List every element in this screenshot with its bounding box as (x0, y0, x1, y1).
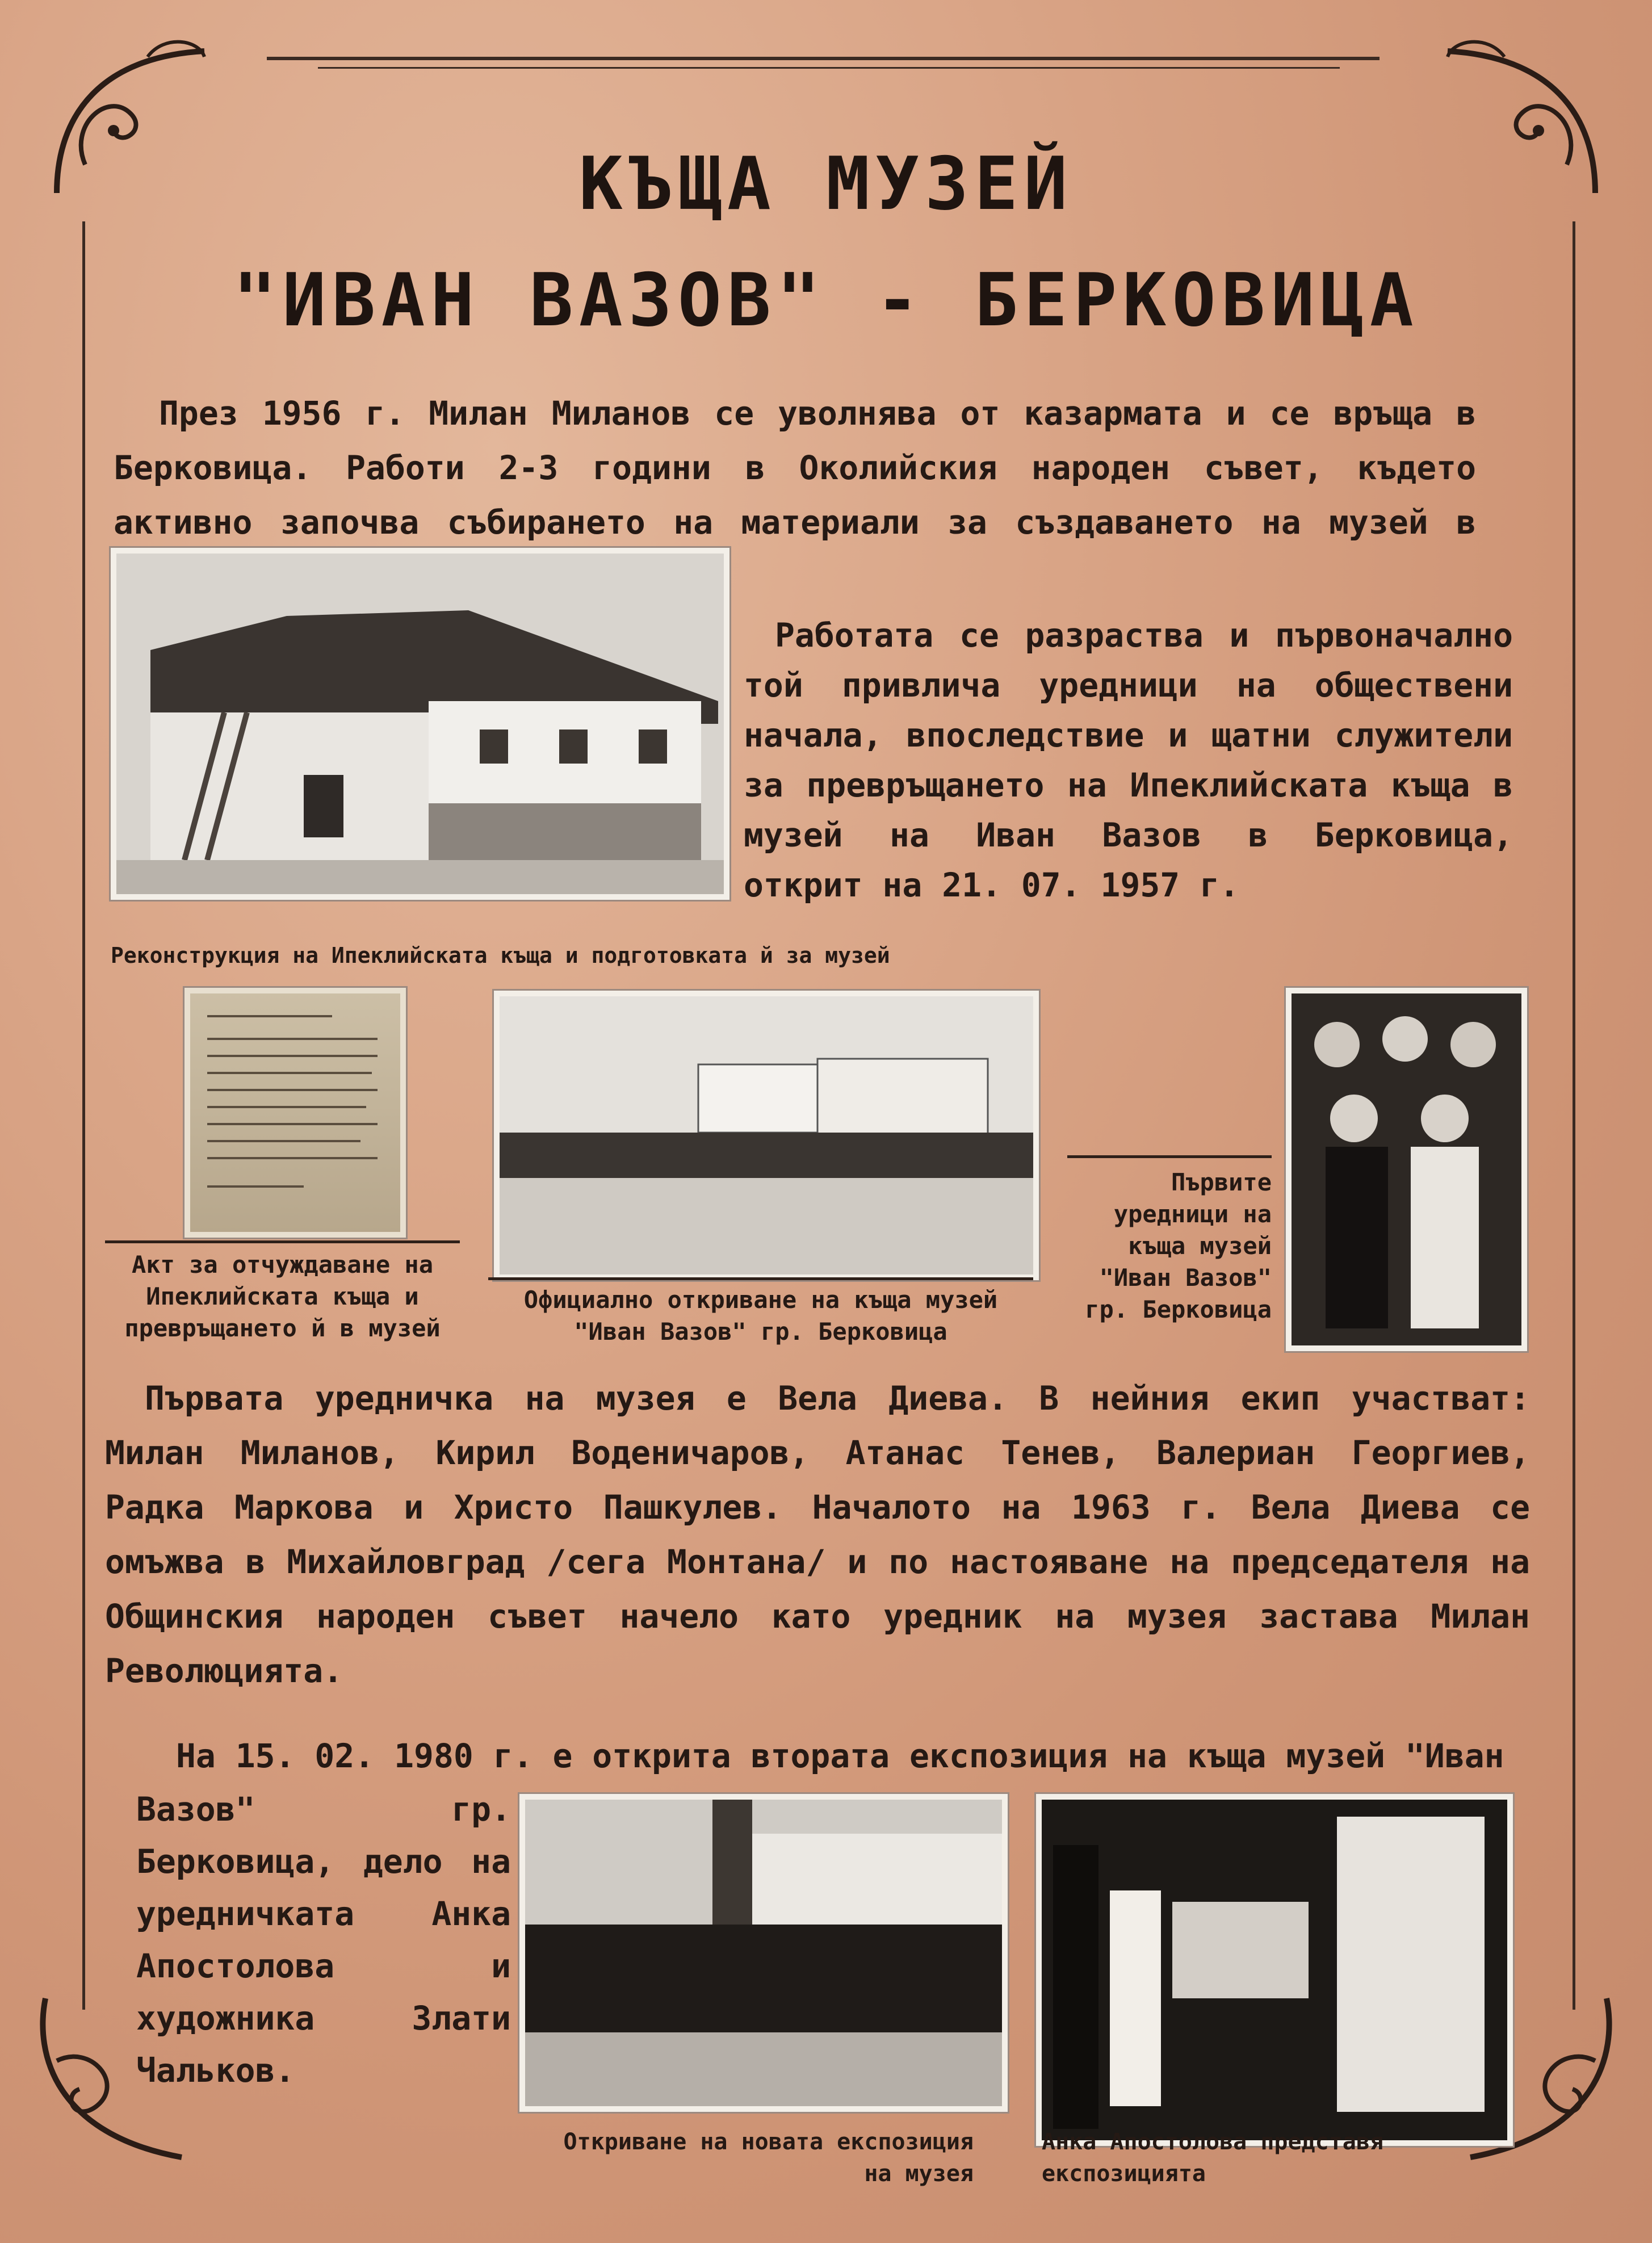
official-opening-caption: Официално откриване на къща музей "Иван Вазов" гр. Берковица (523, 1286, 998, 1345)
fourth-paragraph-rest: Вазов" гр. Берковица, дело на уредничката Анка Апостолова и художника Злати Чальков. (136, 1790, 511, 2090)
exposition-crowd-illustration (525, 1800, 1002, 2106)
top-frame-line (267, 57, 1380, 60)
new-exposition-opening-photo (519, 1794, 1008, 2112)
first-curators-caption: Първите уредници на къща музей "Иван Вазов" гр. Берковица (1085, 1168, 1272, 1323)
fourth-paragraph-line1: На 15. 02. 1980 г. е открита втората експозиция на къща музей "Иван (176, 1737, 1504, 1775)
official-opening-photo (494, 991, 1039, 1280)
opening-caption-rule (488, 1277, 1033, 1280)
top-frame-line-inner (318, 67, 1340, 69)
third-paragraph: Първата уредничка на музея е Вела Диева. В нейния екип участват: Милан Миланов, Кирил Воденичаров, Атанас Тенев, Валериан Георгиев, Радка Маркова и Христо Пашкулев. Началото на 1963 г. Вела Диева се омъжва в Михайловград /сега Монтана/ и по настояване на председателя на Общинския народен съвет начело като уредник на музея застава Милан Революцията. (105, 1379, 1530, 1690)
act-caption-rule (105, 1240, 460, 1243)
curators-group-illustration (1292, 993, 1521, 1345)
intro-paragraph: През 1956 г. Милан Миланов се уволнява от казармата и се връща в Берковица. Работи 2-3 години в Околийския народен съвет, където активно започва събирането на материали за създаването на музей в (114, 394, 1476, 542)
anka-apostolova-caption: Анка Апостолова представя експозицията (1042, 2129, 1384, 2187)
opening-crowd-illustration (500, 996, 1033, 1274)
document-lines-illustration (190, 993, 400, 1232)
first-curators-photo (1286, 988, 1527, 1351)
new-exposition-caption: Откриване на новата експозиция на музея (563, 2129, 974, 2187)
house-photo-caption: Реконструкция на Ипеклийската къща и подготовката й за музей (111, 943, 890, 968)
expropriation-act-photo (185, 988, 406, 1238)
anka-apostolova-photo (1036, 1794, 1513, 2146)
page-title-line1: КЪЩА МУЗЕЙ (578, 142, 1074, 227)
anka-exhibition-illustration (1042, 1800, 1507, 2140)
expropriation-act-caption: Акт за отчуждаване на Ипеклийската къща и превръщането й в музей (124, 1251, 441, 1342)
house-reconstruction-photo (111, 548, 729, 900)
page-title-line2: "ИВАН ВАЗОВ" - БЕРКОВИЦА (233, 258, 1419, 343)
house-illustration (116, 554, 724, 894)
curators-caption-rule (1067, 1155, 1272, 1158)
right-frame-line (1573, 221, 1575, 2010)
second-paragraph: Работата се разраства и първоначално той привлича уредници на обществени начала, впоследствие и щатни служители за превръщането на Ипеклийската къща в музей на Иван Вазов в Берковица, открит на 21. 07. 1957 г. (744, 616, 1513, 904)
left-frame-line (82, 221, 85, 2010)
